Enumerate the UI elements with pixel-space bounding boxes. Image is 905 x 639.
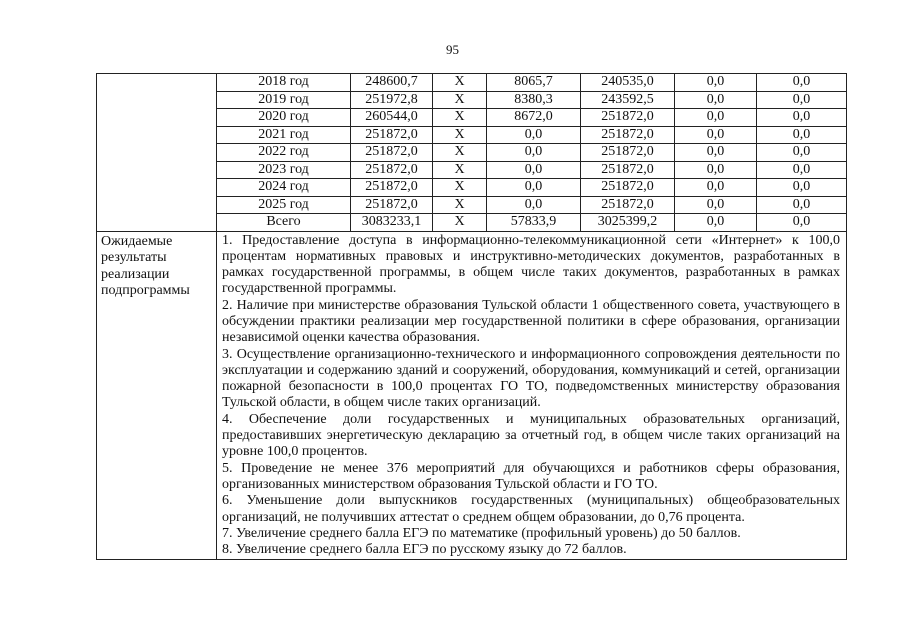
finance-cell-year: Всего (217, 214, 351, 232)
finance-cell-c5: 0,0 (675, 91, 757, 109)
finance-table-body (97, 74, 847, 232)
finance-cell-year: 2022 год (217, 144, 351, 162)
finance-cell-c2: Х (433, 161, 487, 179)
result-item: 3. Осуществление организационно-технического и информационного сопровождения деятельности по эксплуатации и содержанию зданий и сооружений, оборудования, коммуникаций и сетей, организации пожарной безопасности в 100,0 процентах ГО ТО, подведомственных министерству образования Тульской области, в общем числе таких организаций. (222, 346, 840, 411)
finance-cell-year: 2020 год (217, 109, 351, 127)
finance-cell-c5: 0,0 (675, 126, 757, 144)
result-item: 4. Обеспечение доли государственных и муниципальных образовательных организаций, предоставивших энергетическую декларацию за отчетный год, в общем числе таких организаций на уровне 100,0 процентов. (222, 411, 840, 460)
finance-cell-total: 251872,0 (351, 126, 433, 144)
finance-cell-year: 2021 год (217, 126, 351, 144)
finance-cell-c3: 0,0 (487, 144, 581, 162)
finance-cell-total: 251872,0 (351, 161, 433, 179)
finance-cell-c4: 3025399,2 (581, 214, 675, 232)
finance-cell-total: 251872,0 (351, 179, 433, 197)
finance-cell-c4: 251872,0 (581, 196, 675, 214)
result-item: 2. Наличие при министерстве образования Тульской области 1 общественного совета, участвующего в обсуждении практики реализации мер государственной политики в сфере образования, организации независимой оценки качества образования. (222, 297, 840, 346)
finance-cell-c6: 0,0 (757, 91, 847, 109)
finance-cell-total: 3083233,1 (351, 214, 433, 232)
finance-cell-c3: 0,0 (487, 161, 581, 179)
finance-cell-c2: Х (433, 109, 487, 127)
result-item: 6. Уменьшение доли выпускников государственных (муниципальных) общеобразовательных организаций, не получивших аттестат о среднем общем образовании, до 0,76 процента. (222, 493, 840, 525)
finance-cell-c6: 0,0 (757, 109, 847, 127)
finance-cell-year: 2025 год (217, 196, 351, 214)
result-item: 7. Увеличение среднего балла ЕГЭ по математике (профильный уровень) до 50 баллов. (222, 525, 741, 541)
finance-cell-c2: Х (433, 144, 487, 162)
finance-cell-c3: 57833,9 (487, 214, 581, 232)
finance-cell-c6: 0,0 (757, 179, 847, 197)
finance-cell-c3: 0,0 (487, 126, 581, 144)
finance-cell-total: 260544,0 (351, 109, 433, 127)
page-number: 95 (446, 42, 459, 57)
finance-cell-c5: 0,0 (675, 144, 757, 162)
finance-cell-c3: 0,0 (487, 179, 581, 197)
result-item: 1. Предоставление доступа в информационно-телекоммуникационной сети «Интернет» к 100,0 процентам нормативных правовых и инструктивно-методических документов, разработанных в рамках государственной программы, в общем числе таких документов, разработанных в рамках государственной программы. (222, 232, 840, 297)
finance-cell-c2: Х (433, 196, 487, 214)
finance-cell-c3: 0,0 (487, 196, 581, 214)
finance-cell-total: 248600,7 (351, 74, 433, 92)
finance-cell-year: 2019 год (217, 91, 351, 109)
empty-label-cell (97, 74, 217, 232)
finance-cell-total: 251872,0 (351, 196, 433, 214)
finance-cell-total: 251872,0 (351, 144, 433, 162)
result-item: 8. Увеличение среднего балла ЕГЭ по русскому языку до 72 баллов. (222, 542, 627, 558)
finance-cell-c6: 0,0 (757, 196, 847, 214)
finance-cell-c2: Х (433, 214, 487, 232)
finance-cell-c3: 8380,3 (487, 91, 581, 109)
finance-cell-total: 251972,8 (351, 91, 433, 109)
finance-cell-c4: 251872,0 (581, 109, 675, 127)
finance-cell-c6: 0,0 (757, 161, 847, 179)
finance-cell-c2: Х (433, 74, 487, 92)
passport-table (96, 73, 847, 560)
results-label: Ожидаемые результаты реализации подпрограммы (97, 231, 217, 560)
finance-cell-c2: Х (433, 91, 487, 109)
finance-cell-c4: 243592,5 (581, 91, 675, 109)
finance-row (97, 74, 847, 92)
finance-cell-year: 2023 год (217, 161, 351, 179)
finance-cell-c5: 0,0 (675, 214, 757, 232)
finance-cell-c3: 8672,0 (487, 109, 581, 127)
results-content (217, 231, 847, 560)
finance-cell-c6: 0,0 (757, 126, 847, 144)
finance-cell-c4: 251872,0 (581, 144, 675, 162)
finance-cell-c4: 240535,0 (581, 74, 675, 92)
finance-cell-year: 2024 год (217, 179, 351, 197)
finance-cell-c5: 0,0 (675, 179, 757, 197)
finance-cell-c5: 0,0 (675, 161, 757, 179)
results-row (97, 231, 847, 560)
finance-cell-c2: Х (433, 126, 487, 144)
finance-cell-c5: 0,0 (675, 109, 757, 127)
result-item: 5. Проведение не менее 376 мероприятий для обучающихся и работников сферы образования, организованных министерством образования Тульской области и ГО ТО. (222, 460, 840, 492)
finance-cell-c6: 0,0 (757, 214, 847, 232)
finance-cell-c6: 0,0 (757, 74, 847, 92)
finance-cell-c4: 251872,0 (581, 126, 675, 144)
finance-cell-c5: 0,0 (675, 74, 757, 92)
finance-cell-c5: 0,0 (675, 196, 757, 214)
finance-cell-c3: 8065,7 (487, 74, 581, 92)
finance-cell-c6: 0,0 (757, 144, 847, 162)
finance-cell-c4: 251872,0 (581, 179, 675, 197)
finance-cell-c2: Х (433, 179, 487, 197)
finance-cell-year: 2018 год (217, 74, 351, 92)
finance-cell-c4: 251872,0 (581, 161, 675, 179)
